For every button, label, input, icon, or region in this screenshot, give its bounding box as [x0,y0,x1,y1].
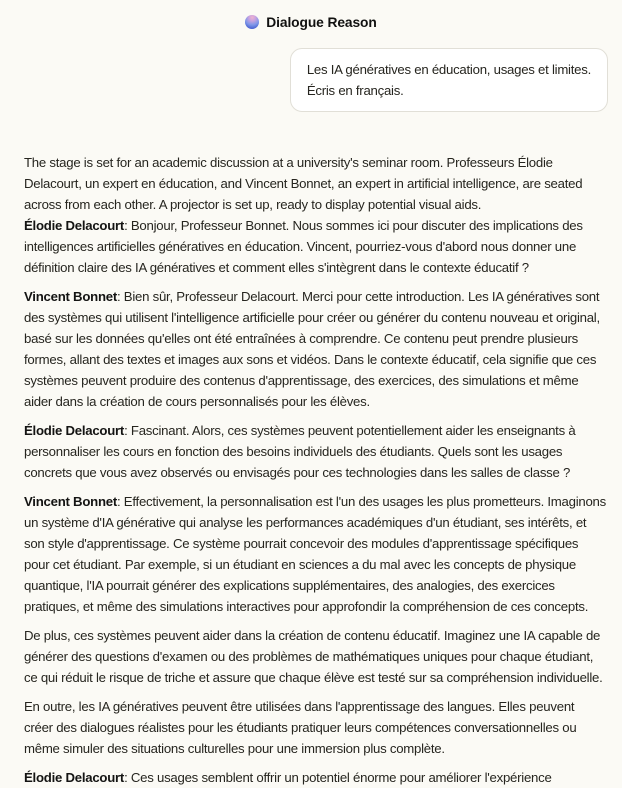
dialogue-paragraph [24,491,606,617]
speaker-name: Élodie Delacourt [24,218,125,233]
stage-direction-paragraph [24,152,606,215]
dialogue-text: : Bien sûr, Professeur Delacourt. Merci pour cette introduction. Les IA génératives sont des systèmes qui utilisent l'intelligence artificielle pour créer ou générer du contenu nouveau et original, basé sur les données qu'elles ont été entraînées à comprendre. Ce contenu peut prendre plusieurs formes, allant des textes et images aux sons et vidéos. Dans le contexte éducatif, cela signifie que ces systèmes peuvent produire des contenus d'apprentissage, des exercices, des simulations et même aider dans la création de cours personnalisés pour les élèves. [24,289,600,409]
user-message-row [0,48,622,112]
dialogue-paragraph [24,286,606,412]
speaker-name: Élodie Delacourt [24,423,125,438]
dialogue-text: : Fascinant. Alors, ces systèmes peuvent potentiellement aider les enseignants à personnaliser les cours en fonction des besoins individuels des étudiants. Quels sont les usages concrets que vous avez observés ou envisagés pour ces technologies dans les salles de classe ? [24,423,576,480]
user-message-line: Écris en français. [306,83,404,98]
user-message-line: Les IA génératives en éducation, usages et limites. [306,62,591,77]
dialogue-text: : Effectivement, la personnalisation est l'un des usages les plus prometteurs. Imaginons un système d'IA générative qui analyse les performances académiques d'un étudiant, ses intérêts, et son style d'apprentissage. Ce système pourrait concevoir des modules d'apprentissage spécifiques pour cet étudiant. Par exemple, si un étudiant en sciences a du mal avec les concepts de physique quantique, l'IA pourrait générer des explications supplémentaires, des analogies, des exercices pratiques, et même des simulations interactives pour approfondir la compréhension de ces concepts. [24,494,606,614]
chat-header [0,0,622,30]
dialogue-text: : Bonjour, Professeur Bonnet. Nous sommes ici pour discuter des implications des intelligences artificielles génératives en éducation. Vincent, pourriez-vous d'abord nous donner une définition claire des IA génératives et comment elles s'intègrent dans le contexte éducatif ? [24,218,583,275]
dialogue-text: En outre, les IA génératives peuvent être utilisées dans l'apprentissage des langues. Elles peuvent créer des dialogues réalistes pour les étudiants pratiquer leurs compétences conversationnelles ou même simuler des situations culturelles pour une immersion plus complète. [24,699,577,756]
dialogue-text: De plus, ces systèmes peuvent aider dans la création de contenu éducatif. Imaginez une IA capable de générer des questions d'examen ou des problèmes de mathématiques uniques pour chaque étudiant, ce qui réduit le risque de triche et assure que chaque élève est testé sur sa compréhension individuelle. [24,628,603,685]
dialogue-paragraph [24,696,606,759]
assistant-response [0,152,622,788]
dialogue-text: The stage is set for an academic discussion at a university's seminar room. Professeurs Élodie Delacourt, un expert en éducation, and Vincent Bonnet, an expert in artificial intelligence, are seated across from each other. A projector is set up, ready to display potential visual aids. [24,155,583,212]
user-message-bubble [290,48,608,112]
speaker-name: Vincent Bonnet [24,289,117,304]
dialogue-paragraph [24,767,606,788]
dialogue-paragraph [24,625,606,688]
app-logo-icon [245,15,259,29]
dialogue-paragraph [24,215,606,278]
dialogue-paragraph [24,420,606,483]
dialogue-text: : Ces usages semblent offrir un potentiel énorme pour améliorer l'expérience [124,770,552,785]
speaker-name: Vincent Bonnet [24,494,117,509]
speaker-name: Élodie Delacourt [24,770,125,785]
page-title: Dialogue Reason [266,14,377,30]
